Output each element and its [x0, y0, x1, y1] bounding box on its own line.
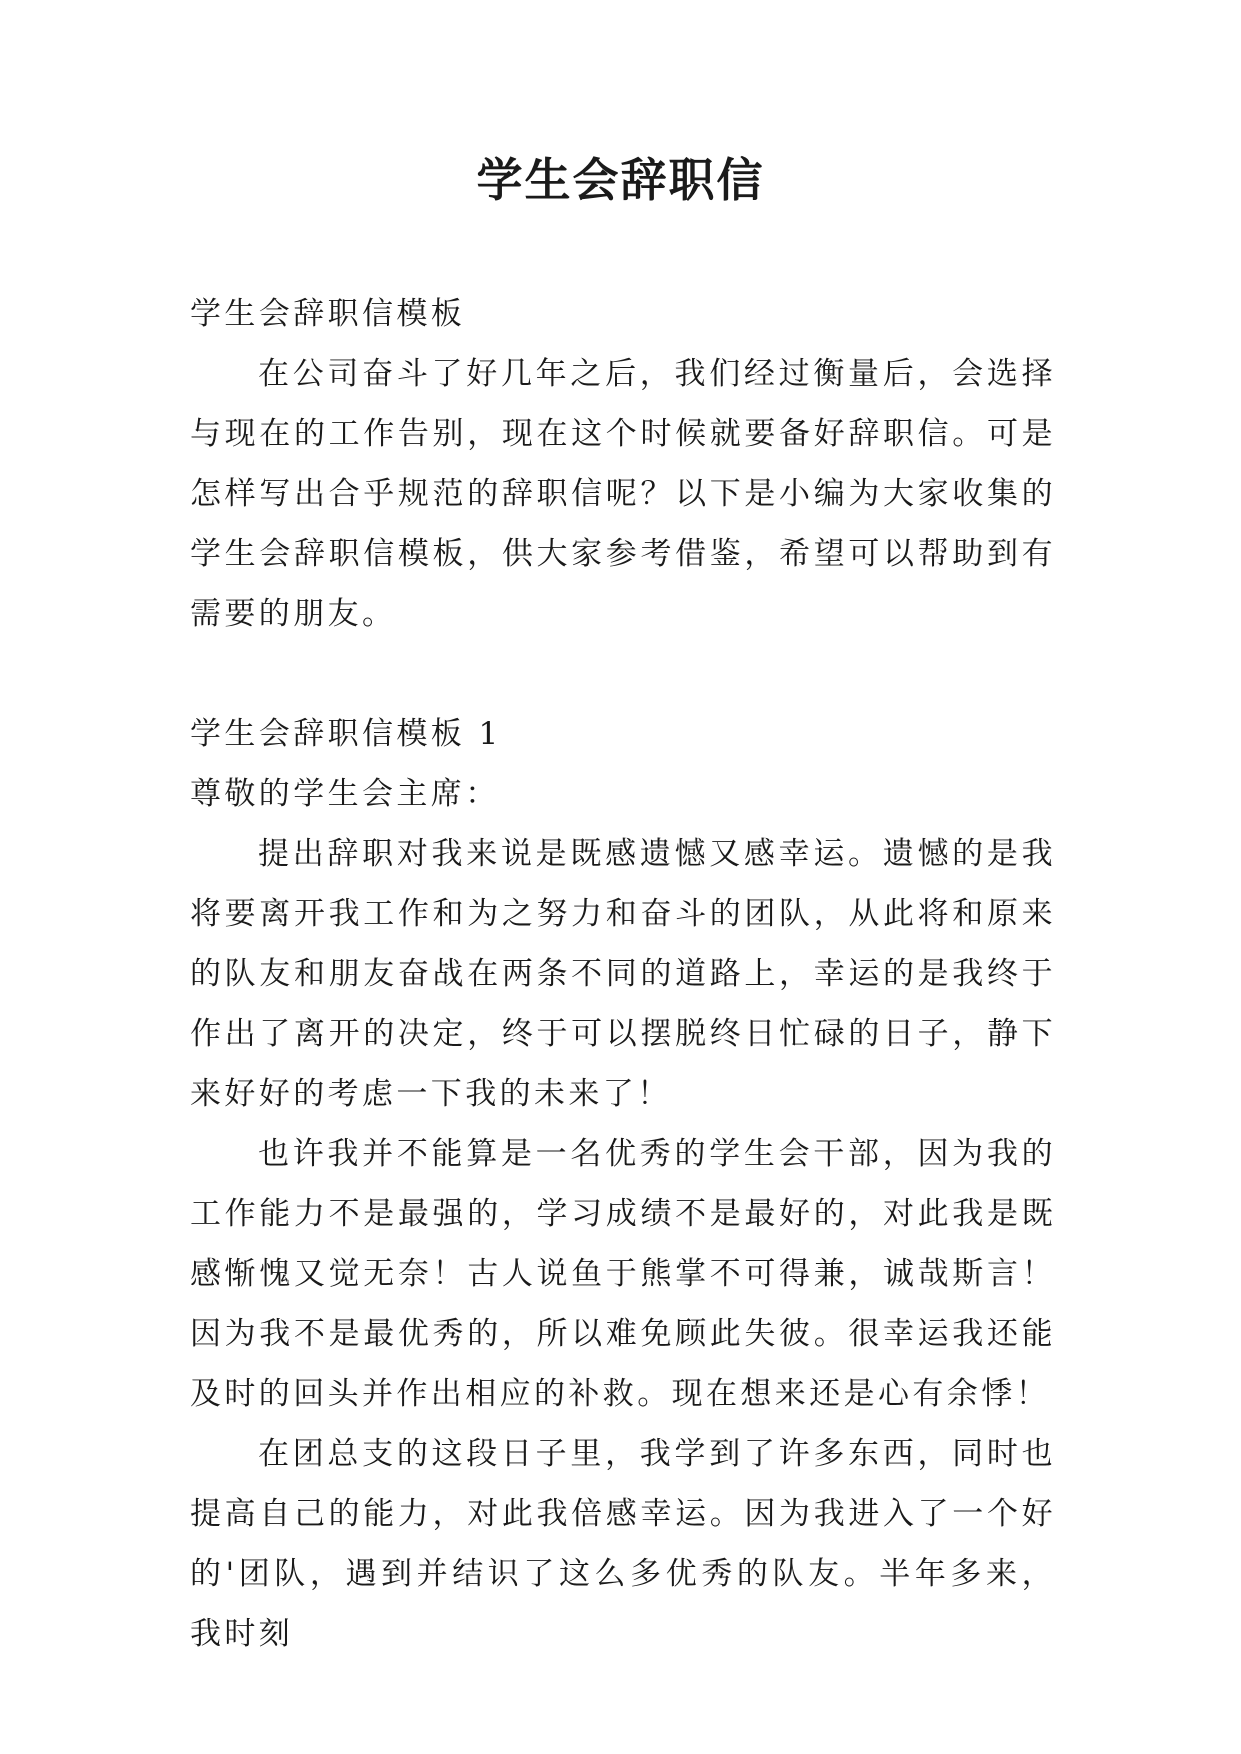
salutation: 尊敬的学生会主席： [190, 776, 500, 812]
letter-paragraph-1: 提出辞职对我来说是既感遗憾又感幸运。遗憾的是我将要离开我工作和为之努力和奋斗的团队，从此将和原来的队友和朋友奋战在两条不同的道路上，幸运的是我终于作出了离开的决定，终于可以摆脱终日忙碌的日子，静下来好好的考虑一下我的未来了！ [190, 836, 1056, 1112]
section-heading-template-1: 学生会辞职信模板 1 [190, 716, 502, 752]
document-body [190, 284, 1056, 1664]
section-heading-template: 学生会辞职信模板 [190, 296, 466, 332]
paragraph-spacer [190, 644, 1056, 704]
document-title: 学生会辞职信 [476, 153, 765, 207]
letter-paragraph-3: 在团总支的这段日子里，我学到了许多东西，同时也提高自己的能力，对此我倍感幸运。因为我进入了一个好的'团队，遇到并结识了这么多优秀的队友。半年多来，我时刻 [190, 1436, 1056, 1652]
letter-paragraph-2: 也许我并不能算是一名优秀的学生会干部，因为我的工作能力不是最强的，学习成绩不是最好的，对此我是既感惭愧又觉无奈！古人说鱼于熊掌不可得兼，诚哉斯言！因为我不是最优秀的，所以难免顾此失彼。很幸运我还能及时的回头并作出相应的补救。现在想来还是心有余悸！ [190, 1136, 1056, 1412]
intro-paragraph: 在公司奋斗了好几年之后，我们经过衡量后，会选择与现在的工作告别，现在这个时候就要备好辞职信。可是怎样写出合乎规范的辞职信呢？以下是小编为大家收集的学生会辞职信模板，供大家参考借鉴，希望可以帮助到有需要的朋友。 [190, 356, 1056, 632]
